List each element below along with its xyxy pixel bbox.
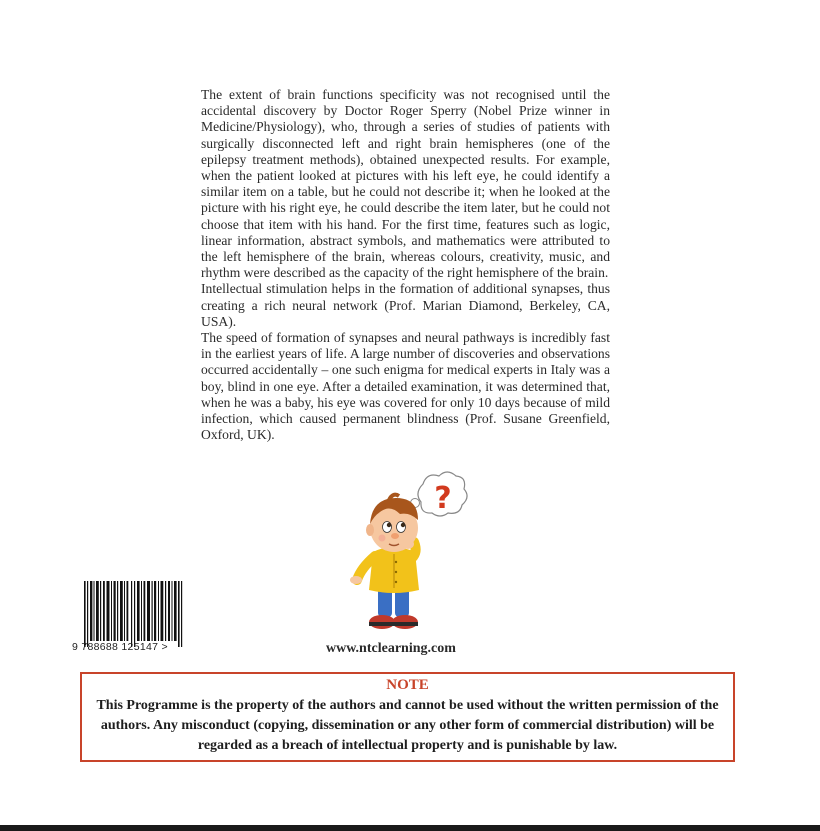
note-title: NOTE (386, 677, 429, 693)
note-text: This Programme is the property of the authors and cannot be used without the written permission of the authors. Any misconduct (copying, dissemination or any other form of commercial distribution) will be regarded as a breach of intellectual property and is punishable by law. (96, 698, 719, 753)
thought-bubble (418, 472, 467, 516)
body-text (201, 87, 610, 443)
thinking-boy-illustration (345, 470, 475, 635)
paragraph-diamond: Intellectual stimulation helps in the formation of additional synapses, thus creating a rich neural network (Prof. Marian Diamond, Berkeley, CA, USA). (201, 281, 610, 329)
question-mark-icon: ? (434, 481, 452, 516)
paragraph-synapses: The speed of formation of synapses and neural pathways is incredibly fast in the earliest years of life. A large number of discoveries and observations occurred accidentally – one such enigma for medical experts in Italy was a boy, blind in one eye. After a detailed examination, it was determined that, when he was a baby, his eye was covered for only 10 days because of mild infection, which caused permanent blindness (Prof. Susane Greenfield, Oxford, UK). (201, 330, 610, 443)
website-url[interactable]: www.ntclearning.com (326, 641, 456, 656)
paragraph-sperry: The extent of brain functions specificity was not recognised until the accidental discovery by Doctor Roger Sperry (Nobel Prize winner in Medicine/Physiology), who, through a series of studies of patients with surgically disconnected left and right brain hemispheres (one of the epilepsy treatment methods), obtained unexpected results. For example, when the patient looked at pictures with his left eye, he could identify a similar item on a table, but he could not describe it; when he looked at the picture with his right eye, he could describe the item later, but he could not choose that item with his hand. For the first time, features such as logic, linear information, abstract symbols, and mathematics were attributed to the left hemisphere of the brain, whereas colours, creativity, music, and rhythm were described as the capacity of the right hemisphere of the brain. (201, 87, 610, 281)
page-edge (0, 825, 820, 831)
note-box (80, 672, 735, 762)
barcode-digits: 9 788688 125147 > (72, 641, 168, 653)
